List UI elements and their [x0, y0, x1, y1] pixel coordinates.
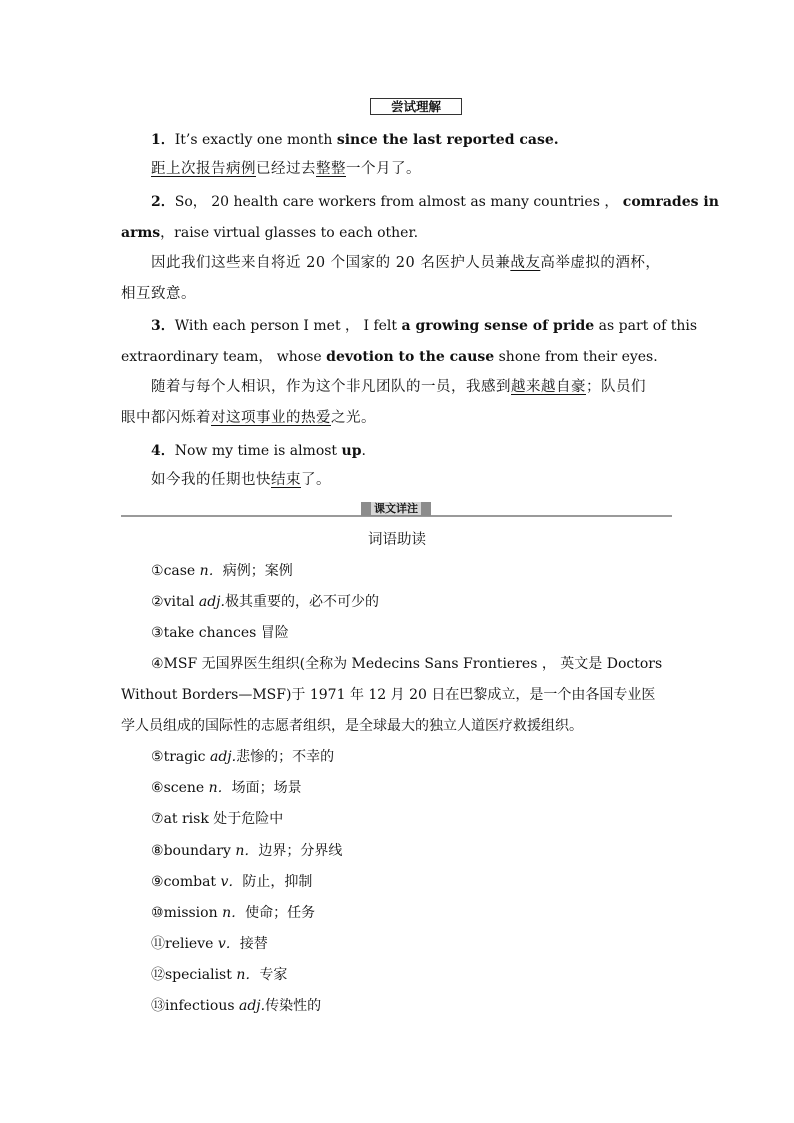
item-2-zh-line1: 因此我们这些来自将近 20 个国家的 20 名医护人员兼战友高举虚拟的酒杯，	[151, 255, 661, 271]
note-4-line2: Without Borders—MSF)于 1971 年 12 月 20 日在巴黎成立，是一个由各国专业医	[121, 687, 656, 703]
note-3: ③take chances 冒险	[151, 625, 289, 641]
note-2: ②vital adj.极其重要的，必不可少的	[151, 594, 379, 610]
note-10: ⑩mission n．使命；任务	[151, 905, 316, 921]
item-2-en-line1: 2．So， 20 health care workers from almost as many countries ， comrades in	[151, 194, 719, 210]
note-4-line3: 学人员组成的国际性的志愿者组织，是全球最大的独立人道医疗救援组织。	[121, 718, 583, 734]
item-1-zh: 距上次报告病例已经过去整整一个月了。	[151, 161, 421, 177]
item-3-zh-line2: 眼中都闪烁着对这项事业的热爱之光。	[121, 410, 376, 426]
section-badge	[366, 97, 466, 117]
item-4-zh: 如今我的任期也快结束了。	[151, 472, 331, 488]
item-3-en-line2: extraordinary team， whose devotion to the cause shone from their eyes.	[121, 349, 658, 365]
note-7: ⑦at risk 处于危险中	[151, 811, 284, 827]
item-2-zh-line2: 相互致意。	[121, 286, 196, 302]
item-3-en-line1: 3．With each person I met ， I felt a growing sense of pride as part of this	[151, 318, 698, 334]
item-3-zh-line1: 随着与每个人相识，作为这个非凡团队的一员，我感到越来越自豪；队员们	[151, 379, 646, 395]
note-11: ⑪relieve v．接替	[151, 936, 268, 952]
section-divider-label: 课文详注	[361, 502, 431, 516]
note-5: ⑤tragic adj.悲惨的；不幸的	[151, 749, 335, 765]
note-8: ⑧boundary n．边界；分界线	[151, 843, 343, 859]
note-12: ⑫specialist n．专家	[151, 967, 288, 983]
note-1: ①case n．病例；案例	[151, 563, 293, 579]
note-4-line1: ④MSF 无国界医生组织(全称为 Medecins Sans Frontieres ， 英文是 Doctors	[151, 656, 663, 672]
note-9: ⑨combat v．防止，抑制	[151, 874, 313, 890]
vocab-title: 词语助读	[368, 532, 426, 548]
note-13: ⑬infectious adj.传染性的	[151, 998, 322, 1014]
note-6: ⑥scene n．场面；场景	[151, 780, 302, 796]
item-4-en: 4．Now my time is almost up.	[151, 443, 366, 459]
item-2-en-line2: arms，raise virtual glasses to each other.	[121, 225, 419, 241]
item-1-en: 1．It’s exactly one month since the last reported case.	[151, 132, 559, 148]
section-badge-label: 尝试理解	[370, 98, 462, 115]
